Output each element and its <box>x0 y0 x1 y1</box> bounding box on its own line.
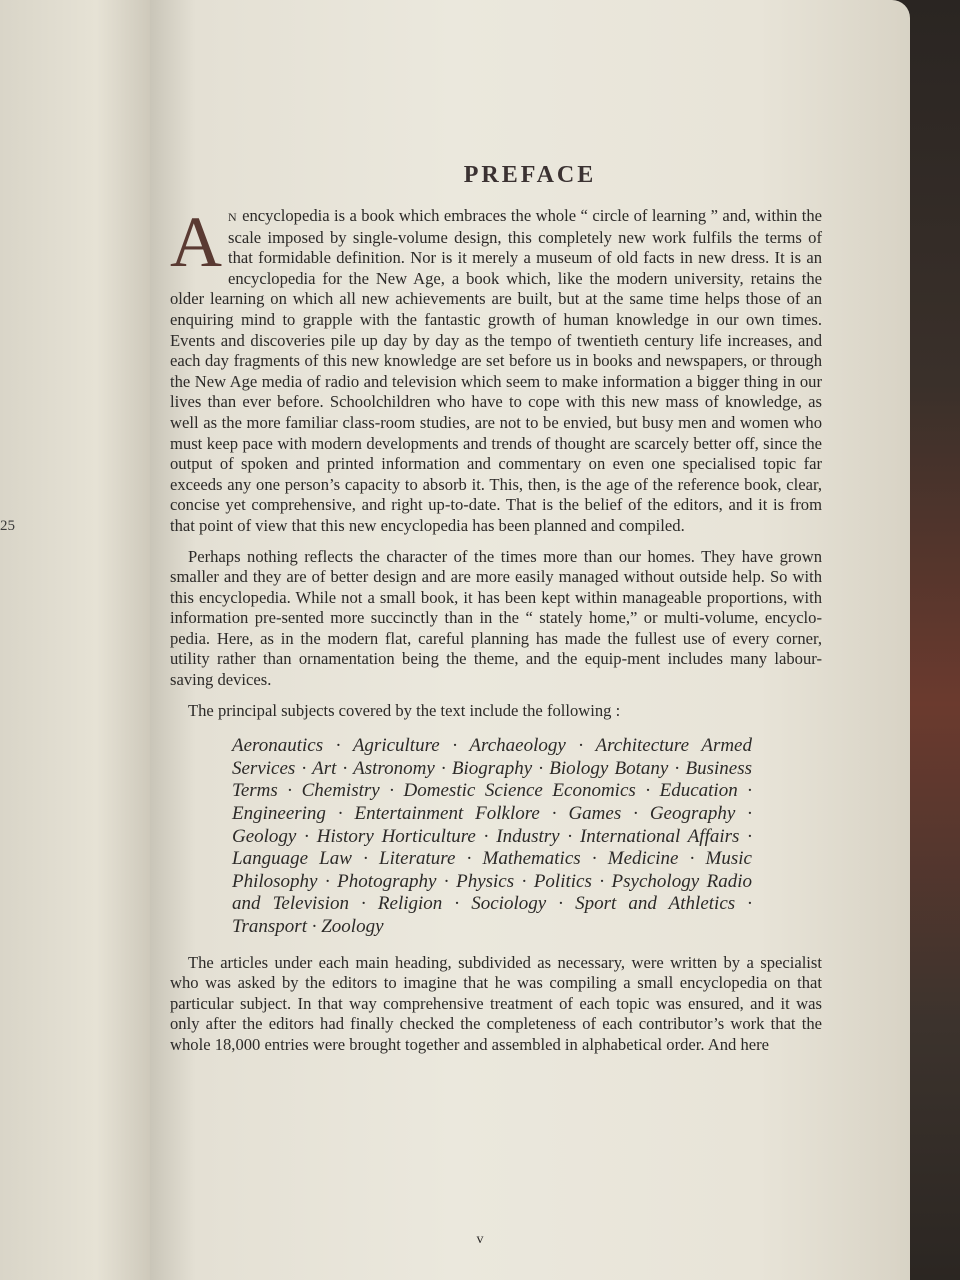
drop-cap: A <box>170 202 222 282</box>
page-number: v <box>476 1232 484 1247</box>
subjects-list: Aeronautics · Agriculture · Archaeology · Architecture Armed Services · Art · Astronomy · Biography · Biology Botany · Business Terms · Chemistry · Domestic Science Economics · Education · Engineering · Entertainment Folklore · Games · Geography · Geology · History Horticulture · Industry · International Affairs · Language Law · Literature · Mathematics · Medicine · Music Philosophy · Photography · Physics · Politics · Psychology Radio and Television · Religion · Sociology · Sport and Athletics · Transport · Zoology <box>232 735 752 937</box>
left-page <box>0 0 175 1280</box>
body-text <box>170 202 822 1066</box>
page-title: PREFACE <box>463 162 597 188</box>
book-page <box>150 0 910 1280</box>
paragraph-2: Perhaps nothing reflects the character of the times more than our homes. They have grown smaller and they are of better design and are more easily managed without outside help. So with this encyclopedia. While not a small book, it has been kept within manageable proportions, with information pre-sented more succinctly than in the “ stately home,” or multi-volume, encyclo-pedia. Here, as in the modern flat, careful planning has made the fullest use of every corner, utility rather than ornamentation being the theme, and the equip-ment includes many labour-saving devices. <box>170 546 822 690</box>
paragraph-3: The principal subjects covered by the text include the following : <box>188 700 621 720</box>
paragraph-1 <box>170 202 822 537</box>
left-page-number: 25 <box>0 518 15 534</box>
first-letter: N <box>228 210 238 224</box>
paragraph-1-text: encyclopedia is a book which embraces the whole “ circle of learning ” and, within the scale imposed by single-volume design, this completely new work fulfils the terms of that formidable definition. Nor is it merely a museum of old facts in new dress. It is an encyclopedia for the New Age, a book which, like the modern university, retains the older learning on which all new achievements are built, but at the same time helps those of an enquiring mind to grapple with the fantastic growth of human knowledge in our own times. Events and discoveries pile up day by day as the tempo of twentieth century life increases, and each day fragments of this new knowledge are set before us in books and newspapers, or through the New Age media of radio and television which seem to make information a bigger thing in our lives than ever before. Schoolchildren who have to cope with this new mass of knowledge, as well as the more familiar class-room studies, are not to be envied, but busy men and women who must keep pace with modern developments and trends of thought are scarcely better off, since the output of spoken and printed information and commentary on even one specialised topic far exceeds any one person’s capacity to absorb it. This, then, is the age of the reference book, clear, concise yet comprehensive, and right up-to-date. That is the belief of the editors, and it is from that point of view that this new encyclopedia has been planned and compiled. <box>170 206 822 535</box>
paragraph-4: The articles under each main heading, subdivided as necessary, were written by a specialist who was asked by the editors to imagine that he was compiling a small encyclopedia on that particular subject. In that way comprehensive treatment of each topic was ensured, and it was only after the editors had finally checked the completeness of each contributor’s work that the whole 18,000 entries were brought together and assembled in alphabetical order. And here <box>170 952 822 1054</box>
